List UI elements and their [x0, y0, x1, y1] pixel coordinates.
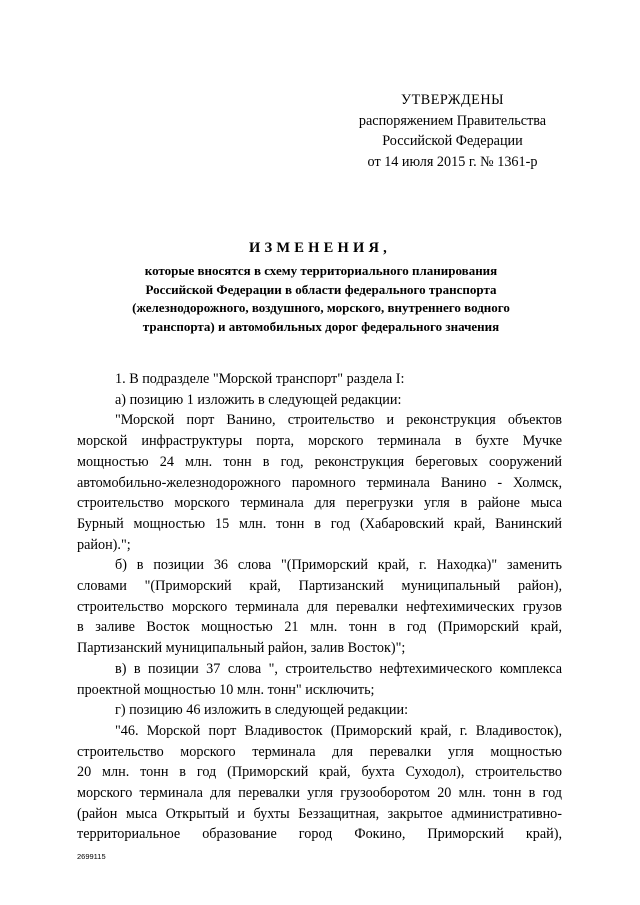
body-line: строительство морского терминала для перегрузки угля в районе мыса: [77, 495, 562, 512]
body-line: в) в позиции 37 слова ", строительство нефтехимического комплекса: [115, 660, 562, 677]
body-line: словами "(Приморский край, Партизанский муниципальный район),: [77, 578, 562, 595]
body-line: мощностью 24 млн. тонн в год, реконструкция береговых сооружений: [77, 453, 562, 470]
approval-line-4: от 14 июля 2015 г. № 1361-р: [367, 153, 538, 170]
document-subtitle: [80, 262, 562, 336]
approval-heading: УТВЕРЖДЕНЫ: [401, 92, 504, 108]
body-line: "46. Морской порт Владивосток (Приморский край, г. Владивосток),: [115, 722, 562, 739]
body-line: строительство морского терминала для перевалки нефтехимических грузов: [77, 598, 562, 615]
subtitle-line-3: (железнодорожного, воздушного, морского, внутреннего водного: [132, 300, 510, 315]
body-line: морской инфраструктуры порта, морского терминала в бухте Мучке: [77, 433, 562, 450]
body-line: территориальное образование город Фокино, Приморский край),: [77, 826, 562, 843]
body-line: Партизанский муниципальный район, залив Восток)";: [77, 640, 406, 657]
body-line: г) позицию 46 изложить в следующей редакции:: [115, 702, 409, 719]
approval-stamp: [340, 90, 565, 172]
body-line: Бурный мощностью 15 млн. тонн в год (Хабаровский край, Ванинский: [77, 515, 562, 532]
document-number: 2699115: [77, 852, 106, 861]
body-line: автомобильно-железнодорожного паромного терминала Ванино - Холмск,: [77, 474, 562, 491]
body-line: район).";: [77, 536, 131, 553]
body-line: строительство морского терминала для перевалки угля мощностью: [77, 743, 562, 760]
body-line: 1. В подразделе "Морской транспорт" раздела I:: [115, 371, 405, 387]
body-line: морского терминала для перевалки угля грузооборотом 20 млн. тонн в год: [77, 785, 562, 802]
document-body: [77, 369, 562, 845]
body-line: 20 млн. тонн в год (Приморский край, бухта Суходол), строительство: [77, 764, 562, 781]
approval-line-2: распоряжением Правительства: [358, 112, 547, 129]
body-line: проектной мощностью 10 млн. тонн" исключить;: [77, 681, 375, 698]
subtitle-line-2: Российской Федерации в области федерального транспорта: [145, 281, 497, 297]
body-line: б) в позиции 36 слова "(Приморский край, г. Находка)" заменить: [115, 557, 562, 574]
body-line: в заливе Восток мощностью 21 млн. тонн в год (Приморский край,: [77, 619, 562, 636]
body-line: а) позицию 1 изложить в следующей редакции:: [115, 391, 402, 408]
body-line: (район мыса Открытый и бухты Беззащитная, закрытое административно-: [77, 805, 562, 822]
subtitle-line-1: которые вносятся в схему территориального планирования: [144, 263, 498, 278]
approval-line-3: Российской Федерации: [382, 133, 523, 149]
subtitle-line-4: транспорта) и автомобильных дорог федерального значения: [142, 318, 500, 334]
document-title: ИЗМЕНЕНИЯ,: [249, 240, 391, 256]
body-line: "Морской порт Ванино, строительство и реконструкция объектов: [115, 412, 562, 429]
